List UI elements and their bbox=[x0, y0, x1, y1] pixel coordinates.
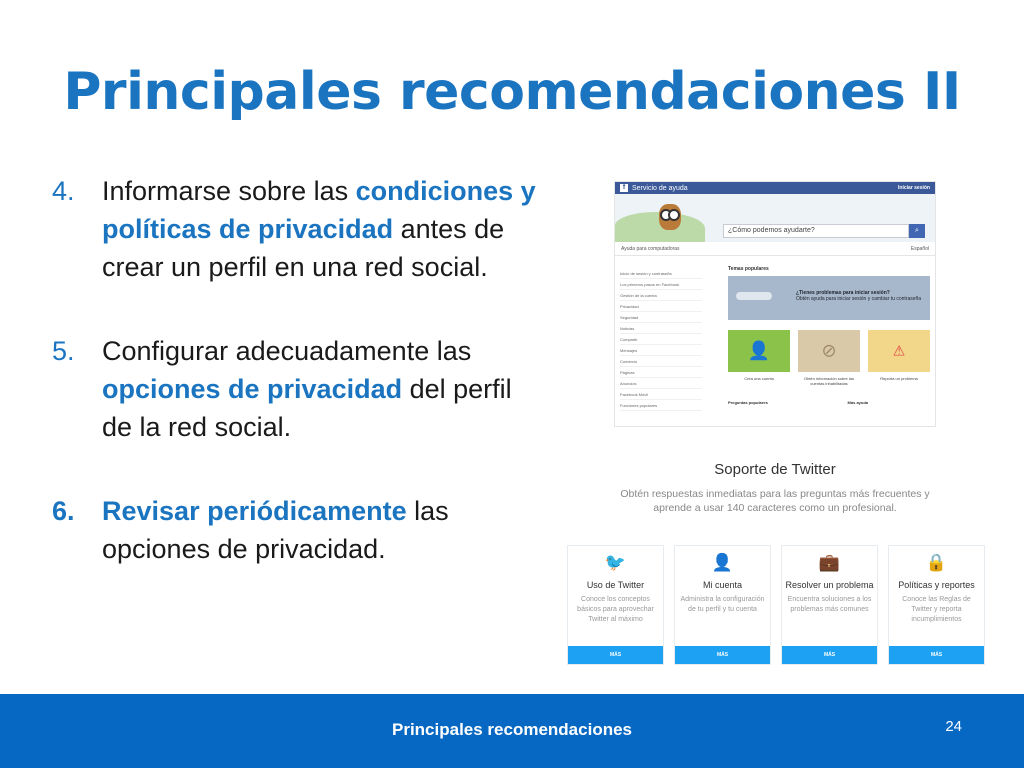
lock-icon: 🔒 bbox=[925, 553, 948, 572]
banner-title: ¿Tienes problemas para iniciar sesión? bbox=[796, 290, 890, 296]
twitter-card[interactable] bbox=[674, 545, 771, 665]
item-text: Informarse sobre las condiciones y políticas de privacidad antes de crear un perfil en una red social. bbox=[102, 176, 536, 282]
briefcase-icon: 💼 bbox=[818, 553, 841, 572]
recommendation-item bbox=[52, 492, 542, 568]
twitter-card[interactable] bbox=[567, 545, 664, 665]
sidebar-item[interactable]: Compartir bbox=[620, 334, 702, 345]
facebook-body bbox=[615, 256, 935, 415]
key-icon bbox=[736, 292, 772, 300]
add-person-icon: 👤 bbox=[747, 340, 771, 361]
sidebar-item[interactable]: Funciones populares bbox=[620, 400, 702, 411]
item-highlight: Revisar periódicamente bbox=[102, 496, 407, 526]
card-description: Administra la configuración de tu perfil y tu cuenta bbox=[680, 596, 765, 613]
card-caption: Obtén información sobre las cuentas inhabilitadas bbox=[803, 376, 855, 386]
popular-questions-link[interactable]: Preguntas populares bbox=[728, 400, 768, 405]
facebook-footer-links bbox=[728, 400, 868, 405]
twitter-support-title: Soporte de Twitter bbox=[714, 461, 836, 478]
facebook-hero bbox=[615, 194, 935, 242]
card-title: Políticas y reportes bbox=[898, 580, 975, 590]
owl-mascot-icon bbox=[659, 204, 681, 230]
person-icon: 👤 bbox=[711, 553, 734, 572]
language-link[interactable]: Español bbox=[910, 245, 929, 252]
facebook-header-title: Servicio de ayuda bbox=[632, 184, 688, 192]
sidebar-item[interactable]: Comercio bbox=[620, 356, 702, 367]
item-highlight: condiciones y políticas de privacidad bbox=[102, 176, 536, 244]
disabled-accounts-card[interactable] bbox=[798, 330, 860, 372]
page-number: 24 bbox=[945, 718, 962, 735]
tab-computer-help[interactable]: Ayuda para computadoras bbox=[621, 245, 680, 252]
bird-icon: 🐦 bbox=[604, 553, 627, 572]
footer-title: Principales recomendaciones bbox=[392, 720, 632, 739]
facebook-header bbox=[615, 182, 935, 194]
facebook-main bbox=[728, 260, 930, 411]
card-caption: Crea una cuenta bbox=[744, 376, 774, 381]
sidebar-item[interactable]: Inicio de sesión y contraseña bbox=[620, 268, 702, 279]
twitter-cards bbox=[567, 545, 985, 665]
blocked-icon: ⊘ bbox=[821, 340, 837, 361]
warning-icon: ⚠ bbox=[892, 342, 906, 359]
sidebar-item[interactable]: Privacidad bbox=[620, 301, 702, 312]
more-button[interactable]: MÁS bbox=[889, 646, 984, 664]
recommendation-item bbox=[52, 332, 542, 446]
create-account-card[interactable] bbox=[728, 330, 790, 372]
sidebar-item[interactable]: Los primeros pasos en Facebook bbox=[620, 279, 702, 290]
facebook-login-link[interactable]: Iniciar sesión bbox=[898, 185, 930, 191]
card-captions bbox=[728, 376, 930, 386]
facebook-logo-icon: f bbox=[620, 184, 628, 192]
sidebar-item[interactable]: Noticias bbox=[620, 323, 702, 334]
recommendation-item bbox=[52, 172, 542, 286]
card-title: Uso de Twitter bbox=[586, 580, 645, 590]
report-problem-card[interactable] bbox=[868, 330, 930, 372]
facebook-sidebar bbox=[620, 268, 702, 411]
sidebar-item[interactable]: Gestión de la cuenta bbox=[620, 290, 702, 301]
search-icon[interactable]: ⌕ bbox=[909, 224, 925, 238]
twitter-card[interactable] bbox=[888, 545, 985, 665]
card-description: Conoce los conceptos básicos para aprovechar Twitter al máximo bbox=[577, 596, 654, 623]
card-title: Mi cuenta bbox=[702, 580, 743, 590]
slide-title: Principales recomendaciones II bbox=[63, 62, 961, 122]
twitter-support-subtitle: Obtén respuestas inmediatas para las preguntas más frecuentes y aprende a usar 140 caracteres como un profesional. bbox=[620, 488, 930, 514]
card-title: Resolver un problema bbox=[785, 580, 874, 590]
sidebar-item[interactable]: Anuncios bbox=[620, 378, 702, 389]
card-description: Conoce las Reglas de Twitter y reporta incumplimientos bbox=[902, 596, 971, 623]
more-button[interactable]: MÁS bbox=[675, 646, 770, 664]
facebook-tabs bbox=[615, 242, 935, 256]
more-button[interactable]: MÁS bbox=[568, 646, 663, 664]
card-caption: Reporta un problema bbox=[880, 376, 918, 381]
item-highlight: opciones de privacidad bbox=[102, 374, 403, 404]
facebook-help-screenshot bbox=[614, 181, 936, 427]
popular-heading: Temas populares bbox=[728, 266, 769, 272]
item-text: Configurar adecuadamente las opciones de privacidad del perfil de la red social. bbox=[102, 336, 512, 442]
login-help-banner[interactable] bbox=[728, 276, 930, 320]
sidebar-item[interactable]: Seguridad bbox=[620, 312, 702, 323]
more-button[interactable]: MÁS bbox=[782, 646, 877, 664]
item-text: Revisar periódicamente las opciones de privacidad. bbox=[102, 496, 449, 564]
facebook-cards bbox=[728, 330, 930, 372]
slide-footer bbox=[0, 694, 1024, 768]
recommendation-list bbox=[52, 172, 542, 568]
item-number: 4. bbox=[52, 176, 75, 206]
facebook-search-input[interactable]: ¿Cómo podemos ayudarte? bbox=[723, 224, 909, 238]
card-description: Encuentra soluciones a los problemas más comunes bbox=[787, 596, 872, 613]
banner-subtitle: Obtén ayuda para iniciar sesión y cambiar tu contraseña bbox=[796, 296, 922, 302]
sidebar-item[interactable]: Mensajes bbox=[620, 345, 702, 356]
sidebar-item[interactable]: Páginas bbox=[620, 367, 702, 378]
more-help-link[interactable]: Más ayuda bbox=[847, 400, 868, 405]
sidebar-item[interactable]: Facebook Móvil bbox=[620, 389, 702, 400]
item-number: 6. bbox=[52, 496, 75, 526]
twitter-card[interactable] bbox=[781, 545, 878, 665]
item-number: 5. bbox=[52, 336, 75, 366]
